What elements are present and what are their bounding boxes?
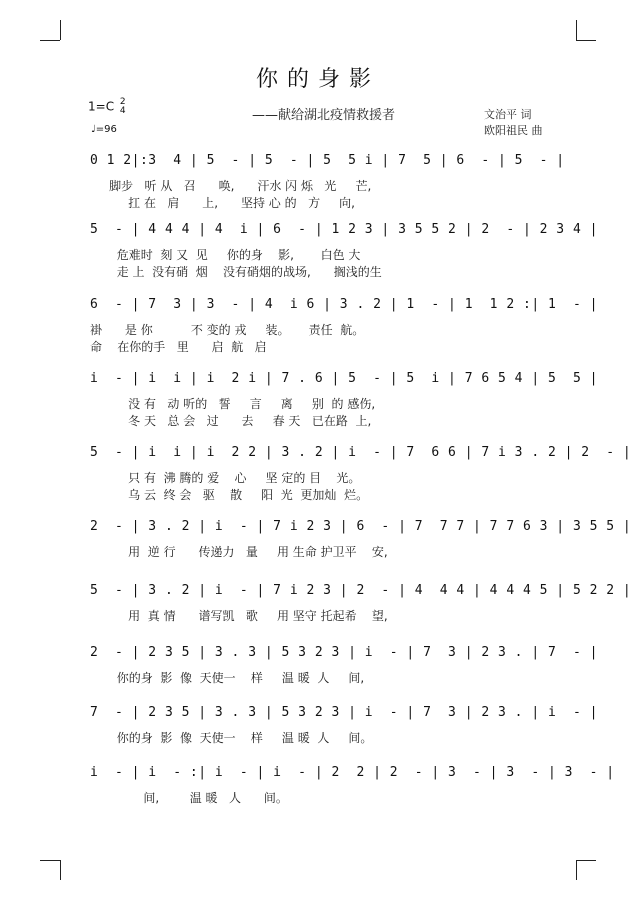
lyric-line-10-1: 间, 温 暖 人 间。 — [90, 791, 288, 805]
notation-line-6: 2 - | 3 . 2 | i - | 7 i 2 3 | 6 - | 7 7 7 | 7 7 6 3 | 3 5 5 | — [90, 519, 632, 534]
key-label: 1=C — [88, 99, 115, 114]
notation-line-8: 2 - | 2 3 5 | 3 . 3 | 5 3 2 3 | i - | 7 3 | 2 3 . | 7 - | — [90, 645, 598, 660]
crop-mark-bottom-right-h — [576, 860, 596, 861]
lyric-line-2-1: 危难时 刻 又 见 你的身 影, 白色 大 — [90, 248, 361, 262]
notation-line-7: 5 - | 3 . 2 | i - | 7 i 2 3 | 2 - | 4 4 4 | 4 4 4 5 | 5 2 2 | — [90, 583, 632, 598]
crop-mark-top-right-v — [576, 20, 577, 40]
notation-line-5: 5 - | i i | i 2 2 | 3 . 2 | i - | 7 6 6 | 7 i 3 . 2 | 2 - | — [90, 445, 632, 460]
time-top: 2 — [119, 97, 126, 107]
crop-mark-bottom-right-v — [576, 860, 577, 880]
lyric-line-5-2: 乌 云 终 会 驱 散 阳 光 更加灿 烂。 — [90, 488, 369, 502]
lyric-line-5-1: 只 有 沸 腾的 爱 心 坚 定的 目 光。 — [90, 471, 361, 485]
crop-mark-bottom-left-v — [60, 860, 61, 880]
crop-mark-top-left-v — [60, 20, 61, 40]
song-subtitle: ——献给湖北疫情救援者 — [252, 108, 396, 123]
notation-line-2: 5 - | 4 4 4 | 4 i | 6 - | 1 2 3 | 3 5 5 2 | 2 - | 2 3 4 | — [90, 222, 598, 237]
lyric-line-1-1: 脚步 听 从 召 唤, 汗水 闪 烁 光 芒, — [90, 179, 372, 193]
lyricist-credit: 文治平 词 — [484, 108, 532, 121]
lyric-line-8-1: 你的身 影 像 天使一 样 温 暖 人 间, — [90, 671, 365, 685]
tempo-marking: ♩=96 — [91, 124, 117, 135]
notation-line-9: 7 - | 2 3 5 | 3 . 3 | 5 3 2 3 | i - | 7 3 | 2 3 . | i - | — [90, 705, 598, 720]
lyric-line-4-1: 没 有 动 听的 誓 言 离 别 的 感伤, — [90, 397, 376, 411]
lyric-line-1-2: 扛 在 肩 上, 坚持 心 的 方 向, — [90, 196, 355, 210]
notation-line-4: i - | i i | i 2 i | 7 . 6 | 5 - | 5 i | 7 6 5 4 | 5 5 | — [90, 371, 598, 386]
composer-credit: 欧阳祖民 曲 — [484, 124, 543, 137]
lyric-line-6-1: 用 逆 行 传递力 量 用 生命 护卫平 安, — [90, 545, 388, 559]
crop-mark-bottom-left-h — [40, 860, 60, 861]
lyric-line-3-2: 命 在你的手 里 启 航 启 — [90, 340, 267, 354]
lyric-line-2-2: 走 上 没有硝 烟 没有硝烟的战场, 搁浅的生 — [90, 265, 382, 279]
notation-line-10: i - | i - :| i - | i - | 2 2 | 2 - | 3 - | 3 - | 3 - | — [90, 765, 615, 780]
lyric-line-7-1: 用 真 情 谱写凯 歌 用 坚守 托起希 望, — [90, 609, 388, 623]
key-signature — [88, 98, 126, 116]
time-bottom: 4 — [119, 106, 126, 116]
notation-line-1: 0 1 2|:3 4 | 5 - | 5 - | 5 5 i | 7 5 | 6 - | 5 - | — [90, 153, 565, 168]
lyric-line-9-1: 你的身 影 像 天使一 样 温 暖 人 间。 — [90, 731, 373, 745]
song-title: 你的身影 — [255, 67, 380, 92]
lyric-line-4-2: 冬 天 总 会 过 去 春 天 已在路 上, — [90, 414, 372, 428]
lyric-line-3-1: 褂 是 你 不 变的 戎 装。 责任 航。 — [90, 323, 365, 337]
notation-line-3: 6 - | 7 3 | 3 - | 4 i 6 | 3 . 2 | 1 - | 1 1 2 :| 1 - | — [90, 297, 598, 312]
crop-mark-top-right-h — [576, 40, 596, 41]
time-signature — [120, 98, 126, 116]
crop-mark-top-left-h — [40, 40, 60, 41]
